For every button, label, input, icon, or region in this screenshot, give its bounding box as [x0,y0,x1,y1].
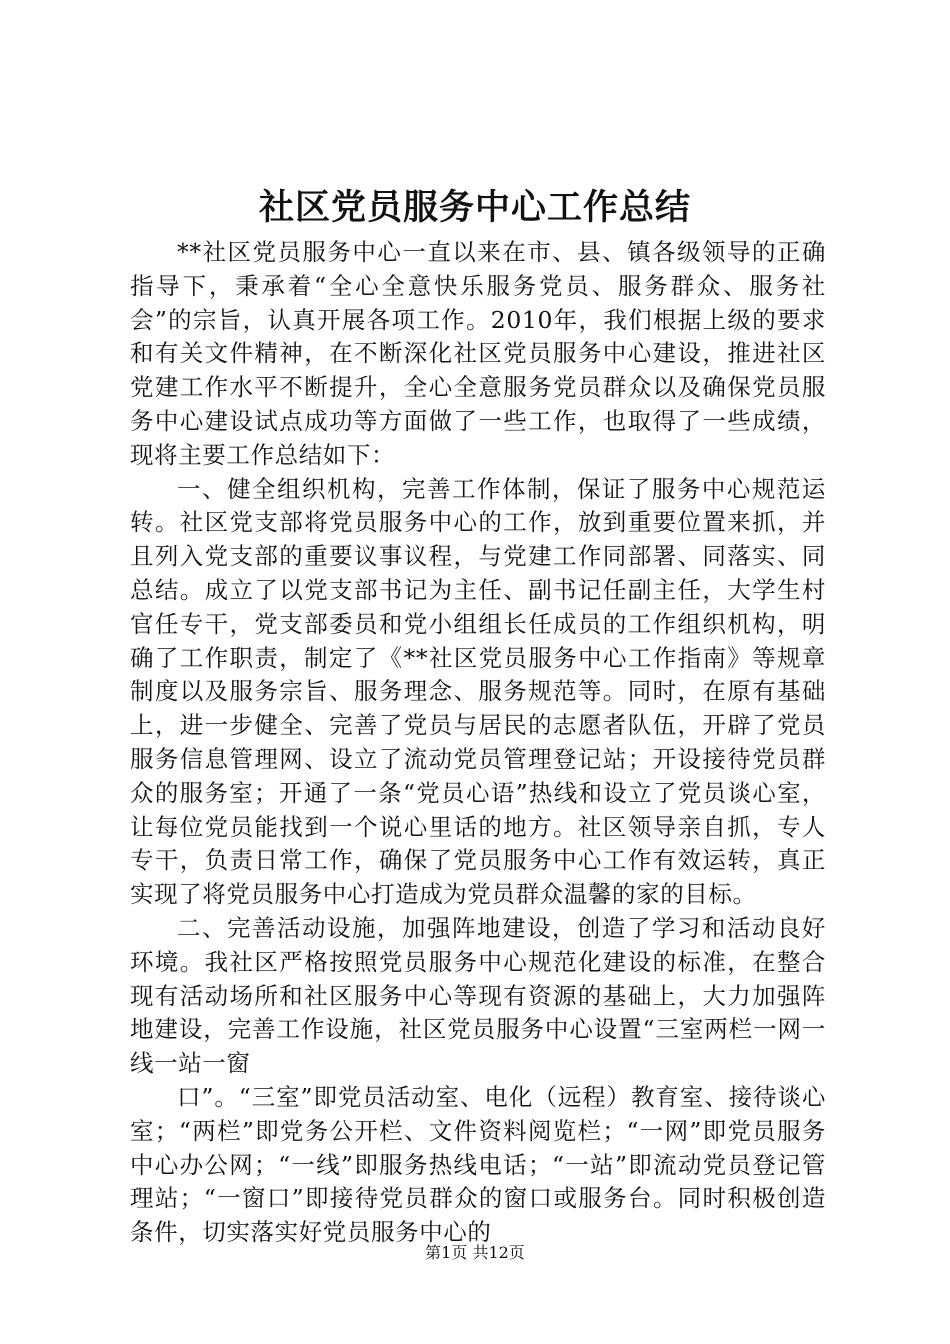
paragraph-intro: **社区党员服务中心一直以来在市、县、镇各级领导的正确指导下，秉承着“全心全意快乐服务党员、服务群众、服务社会”的宗旨，认真开展各项工作。2010年，我们根据上级的要求和有关文件精神，在不断深化社区党员服务中心建设，推进社区党建工作水平不断提升，全心全意服务党员群众以及确保党员服务中心建设试点成功等方面做了一些工作，也取得了一些成绩，现将主要工作总结如下： [130,238,826,469]
page-title: 社区党员服务中心工作总结 [258,187,691,228]
paragraph-section-2-continued: 口”。“三室”即党员活动室、电化（远程）教育室、接待谈心室；“两栏”即党务公开栏、文件资料阅览栏；“一网”即党员服务中心办公网；“一线”即服务热线电话；“一站”即流动党员登记管理站；“一窗口”即接待党员群众的窗口或服务台。同时积极创造条件，切实落实好党员服务中心的 [130,1082,826,1247]
paragraph-section-1: 一、健全组织机构，完善工作体制，保证了服务中心规范运转。社区党支部将党员服务中心的工作，放到重要位置来抓，并且列入党支部的重要议事议程，与党建工作同部署、同落实、同总结。成立了以党支部书记为主任、副书记任副主任，大学生村官任专干，党支部委员和党小组组长任成员的工作组织机构，明确了工作职责，制定了《**社区党员服务中心工作指南》等规章制度以及服务宗旨、服务理念、服务规范等。同时，在原有基础上，进一步健全、完善了党员与居民的志愿者队伍，开辟了党员服务信息管理网、设立了流动党员管理登记站；开设接待党员群众的服务室；开通了一条“党员心语”热线和设立了党员谈心室，让每位党员能找到一个说心里话的地方。社区领导亲自抓，专人专干，负责日常工作，确保了党员服务中心工作有效运转，真正实现了将党员服务中心打造成为党员群众温馨的家的目标。 [130,474,826,909]
page-footer: 第1页 共12页 [425,1243,525,1262]
document-body [130,236,826,1250]
paragraph-section-2: 二、完善活动设施，加强阵地建设，创造了学习和活动良好环境。我社区严格按照党员服务中心规范化建设的标准，在整合现有活动场所和社区服务中心等现有资源的基础上，大力加强阵地建设，完善工作设施，社区党员服务中心设置“三室两栏一网一线一站一窗 [130,913,826,1078]
